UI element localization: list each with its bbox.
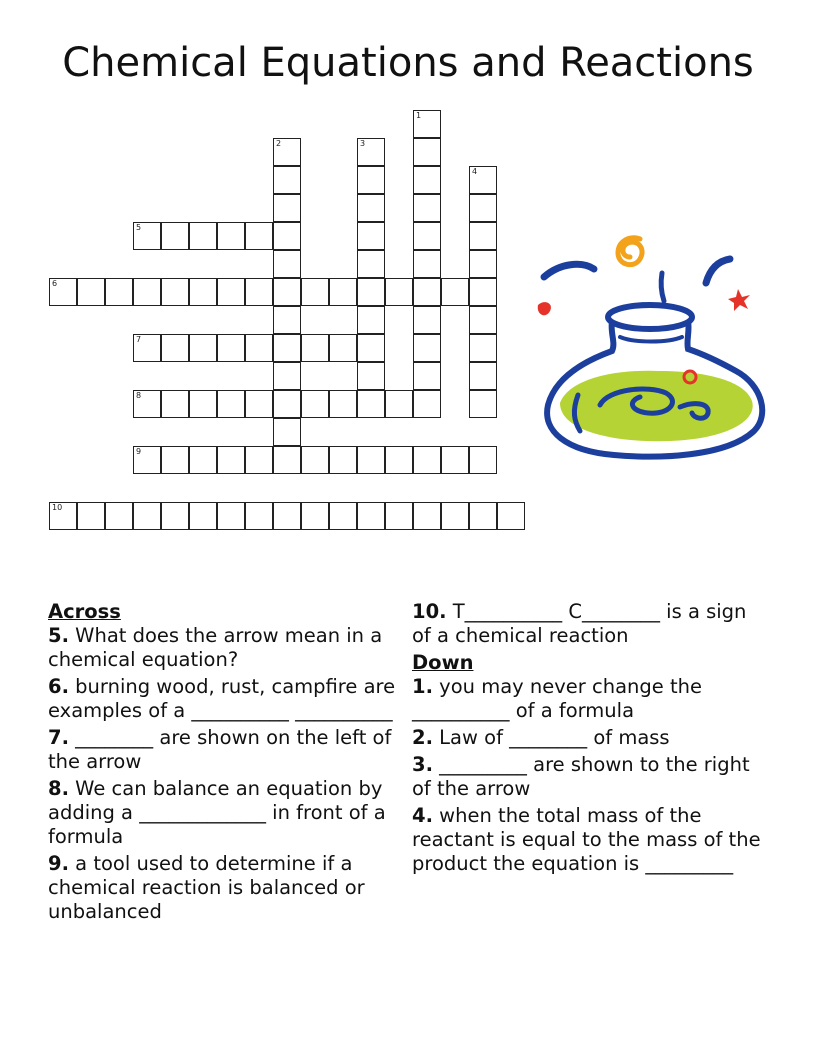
grid-cell[interactable]: [357, 222, 385, 250]
grid-cell[interactable]: [469, 166, 497, 194]
grid-cell[interactable]: [133, 390, 161, 418]
grid-cell[interactable]: [469, 334, 497, 362]
grid-cell[interactable]: [357, 390, 385, 418]
cell-number: 10: [52, 503, 63, 512]
clue-across-10: [412, 600, 762, 648]
grid-cell[interactable]: [77, 278, 105, 306]
clue-text: burning wood, rust, campfire are examples of a __________ __________: [48, 675, 396, 722]
grid-cell[interactable]: [357, 502, 385, 530]
clue-text: Law of ________ of mass: [432, 726, 670, 749]
grid-cell[interactable]: [469, 278, 497, 306]
grid-cell[interactable]: [77, 502, 105, 530]
grid-cell[interactable]: [301, 502, 329, 530]
grid-cell[interactable]: [357, 362, 385, 390]
grid-cell[interactable]: [413, 166, 441, 194]
grid-cell[interactable]: [469, 502, 497, 530]
grid-cell[interactable]: [245, 446, 273, 474]
across-heading: Across: [48, 600, 121, 623]
grid-cell[interactable]: [385, 502, 413, 530]
grid-cell[interactable]: [497, 502, 525, 530]
flask-icon: [530, 225, 780, 465]
grid-cell[interactable]: [413, 334, 441, 362]
clue-across-9: [48, 852, 398, 924]
grid-cell[interactable]: [357, 278, 385, 306]
grid-cell[interactable]: [357, 306, 385, 334]
grid-cell[interactable]: [49, 502, 77, 530]
grid-cell[interactable]: [273, 306, 301, 334]
clue-down-1: [412, 675, 762, 723]
grid-cell[interactable]: [273, 222, 301, 250]
grid-cell[interactable]: [217, 278, 245, 306]
grid-cell[interactable]: [441, 502, 469, 530]
grid-cell[interactable]: [273, 250, 301, 278]
grid-cell[interactable]: [189, 278, 217, 306]
grid-cell[interactable]: [217, 334, 245, 362]
star-icon: [728, 289, 750, 311]
grid-cell[interactable]: [273, 446, 301, 474]
cell-number: 4: [472, 167, 478, 176]
cell-number: 9: [136, 447, 142, 456]
grid-cell[interactable]: [357, 446, 385, 474]
grid-cell[interactable]: [301, 390, 329, 418]
grid-cell[interactable]: [273, 278, 301, 306]
flask-rim: [608, 305, 692, 329]
grid-cell[interactable]: [273, 166, 301, 194]
grid-cell[interactable]: [245, 278, 273, 306]
grid-cell[interactable]: [469, 222, 497, 250]
grid-cell[interactable]: [133, 278, 161, 306]
cell-number: 7: [136, 335, 142, 344]
right-clues: [412, 600, 762, 879]
grid-cell[interactable]: [301, 278, 329, 306]
grid-cell[interactable]: [189, 446, 217, 474]
clue-across-8: [48, 777, 398, 849]
grid-cell[interactable]: [413, 138, 441, 166]
grid-cell[interactable]: [301, 334, 329, 362]
grid-cell[interactable]: [161, 390, 189, 418]
grid-cell[interactable]: [273, 502, 301, 530]
clue-number: 8.: [48, 777, 69, 800]
across-clues: [48, 600, 398, 927]
grid-cell[interactable]: [189, 390, 217, 418]
grid-cell[interactable]: [413, 306, 441, 334]
cell-number: 1: [416, 111, 422, 120]
clue-text: ________ are shown on the left of the arrow: [48, 726, 392, 773]
clue-text: _________ are shown to the right of the arrow: [412, 753, 750, 800]
grid-cell[interactable]: [385, 446, 413, 474]
grid-cell[interactable]: [133, 502, 161, 530]
liquid: [560, 371, 753, 442]
grid-cell[interactable]: [217, 446, 245, 474]
grid-cell[interactable]: [245, 222, 273, 250]
clue-text: We can balance an equation by adding a _____________ in front of a formula: [48, 777, 386, 848]
grid-cell[interactable]: [385, 390, 413, 418]
grid-cell[interactable]: [161, 222, 189, 250]
grid-cell[interactable]: [189, 502, 217, 530]
grid-cell[interactable]: [245, 502, 273, 530]
cell-number: 5: [136, 223, 142, 232]
grid-cell[interactable]: [357, 250, 385, 278]
clue-text: What does the arrow mean in a chemical equation?: [48, 624, 383, 671]
grid-cell[interactable]: [413, 222, 441, 250]
clue-number: 7.: [48, 726, 69, 749]
grid-cell[interactable]: [133, 334, 161, 362]
grid-cell[interactable]: [357, 194, 385, 222]
clue-across-6: [48, 675, 398, 723]
cell-number: 3: [360, 139, 366, 148]
grid-cell[interactable]: [217, 222, 245, 250]
clue-number: 4.: [412, 804, 433, 827]
grid-cell[interactable]: [133, 446, 161, 474]
grid-cell[interactable]: [469, 446, 497, 474]
grid-cell[interactable]: [329, 278, 357, 306]
grid-cell[interactable]: [357, 334, 385, 362]
grid-cell[interactable]: [469, 306, 497, 334]
grid-cell[interactable]: [385, 278, 413, 306]
swoosh-icon: [544, 264, 594, 277]
clue-text: a tool used to determine if a chemical reaction is balanced or unbalanced: [48, 852, 365, 923]
clue-across-5: [48, 624, 398, 672]
grid-cell[interactable]: [329, 334, 357, 362]
grid-cell[interactable]: [161, 446, 189, 474]
cell-number: 2: [276, 139, 282, 148]
grid-cell[interactable]: [273, 334, 301, 362]
clue-number: 10.: [412, 600, 447, 623]
grid-cell[interactable]: [245, 390, 273, 418]
grid-cell[interactable]: [413, 194, 441, 222]
clue-down-4: [412, 804, 762, 876]
grid-cell[interactable]: [161, 334, 189, 362]
clue-number: 2.: [412, 726, 433, 749]
drip-icon: [661, 273, 664, 301]
grid-cell[interactable]: [469, 250, 497, 278]
grid-cell[interactable]: [189, 334, 217, 362]
grid-cell[interactable]: [161, 502, 189, 530]
grid-cell[interactable]: [273, 418, 301, 446]
grid-cell[interactable]: [469, 362, 497, 390]
clue-text: you may never change the __________ of a formula: [412, 675, 702, 722]
grid-cell[interactable]: [413, 446, 441, 474]
page-title: Chemical Equations and Reactions: [62, 40, 754, 86]
clue-number: 3.: [412, 753, 433, 776]
grid-cell[interactable]: [413, 110, 441, 138]
clue-text: T__________ C________ is a sign of a chemical reaction: [412, 600, 747, 647]
clue-number: 1.: [412, 675, 433, 698]
grid-cell[interactable]: [49, 278, 77, 306]
clue-down-3: [412, 753, 762, 801]
flask-neck: [620, 337, 682, 342]
droplet-icon: [538, 302, 551, 315]
clue-number: 6.: [48, 675, 69, 698]
grid-cell[interactable]: [329, 390, 357, 418]
grid-cell[interactable]: [189, 222, 217, 250]
swoosh-icon: [706, 259, 730, 283]
grid-cell[interactable]: [413, 278, 441, 306]
grid-cell[interactable]: [273, 194, 301, 222]
grid-cell[interactable]: [105, 502, 133, 530]
grid-cell[interactable]: [469, 390, 497, 418]
grid-cell[interactable]: [441, 278, 469, 306]
grid-cell[interactable]: [357, 138, 385, 166]
grid-cell[interactable]: [413, 362, 441, 390]
clue-down-2: [412, 726, 762, 750]
clue-number: 5.: [48, 624, 69, 647]
clue-across-7: [48, 726, 398, 774]
grid-cell[interactable]: [329, 502, 357, 530]
grid-cell[interactable]: [105, 278, 133, 306]
grid-cell[interactable]: [413, 502, 441, 530]
grid-cell[interactable]: [329, 446, 357, 474]
grid-cell[interactable]: [217, 390, 245, 418]
grid-cell[interactable]: [161, 278, 189, 306]
clue-text: when the total mass of the reactant is equal to the mass of the product the equation is _________: [412, 804, 761, 875]
spiral-icon: [618, 238, 642, 265]
grid-cell[interactable]: [413, 390, 441, 418]
cell-number: 6: [52, 279, 58, 288]
grid-cell[interactable]: [469, 194, 497, 222]
grid-cell[interactable]: [441, 446, 469, 474]
grid-cell[interactable]: [133, 222, 161, 250]
grid-cell[interactable]: [413, 250, 441, 278]
grid-cell[interactable]: [301, 446, 329, 474]
grid-cell[interactable]: [273, 138, 301, 166]
grid-cell[interactable]: [273, 390, 301, 418]
grid-cell[interactable]: [245, 334, 273, 362]
down-heading: Down: [412, 651, 474, 674]
grid-cell[interactable]: [357, 166, 385, 194]
grid-cell[interactable]: [273, 362, 301, 390]
clue-number: 9.: [48, 852, 69, 875]
cell-number: 8: [136, 391, 142, 400]
grid-cell[interactable]: [217, 502, 245, 530]
